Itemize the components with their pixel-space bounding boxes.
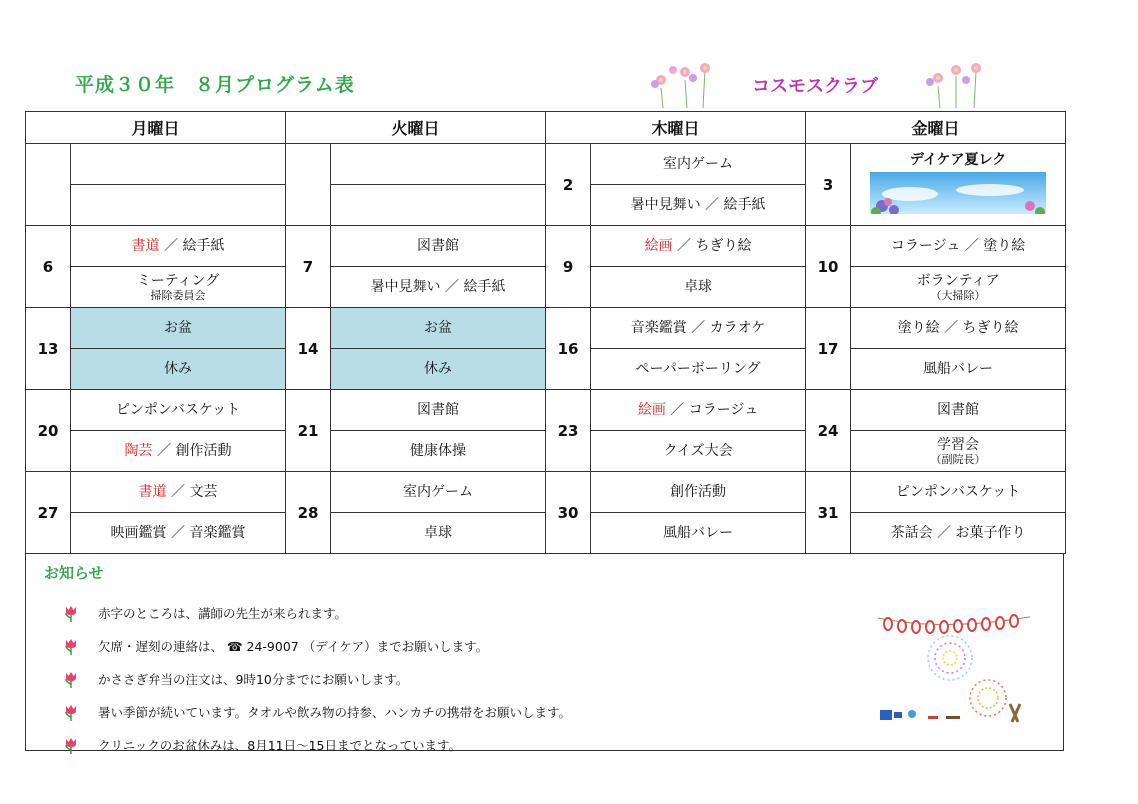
activity-cell xyxy=(591,267,806,308)
activity-text: お盆 xyxy=(164,320,192,336)
notice-item xyxy=(62,728,571,761)
activity-note: 掃除委員会 xyxy=(150,288,206,302)
activity-text: 創作活動 xyxy=(670,484,727,500)
notice-item xyxy=(62,596,571,629)
notice-item xyxy=(62,662,571,695)
activity-text: 図書館 xyxy=(417,402,460,418)
activity-cell xyxy=(851,349,1066,390)
activity-text: 休み xyxy=(164,361,192,377)
weekday-monday: 月曜日 xyxy=(26,112,286,144)
page-title: 平成３０年 ８月プログラム表 xyxy=(75,74,355,96)
activity-text: 暑中見舞い ／ 絵手紙 xyxy=(370,279,506,295)
activity-cell xyxy=(331,390,546,431)
weekday-tuesday: 火曜日 xyxy=(286,112,546,144)
date-cell: 6 xyxy=(26,226,71,308)
tulip-icon xyxy=(62,637,80,655)
activity-text: 茶話会 ／ お菓子作り xyxy=(890,525,1026,541)
notice-text: 欠席・遅刻の連絡は、 ☎ 24-9007 （デイケア）までお願いします。 xyxy=(98,638,489,654)
activity-text: 学習会 xyxy=(937,436,980,453)
activity-cell xyxy=(71,226,286,267)
activity-cell xyxy=(71,349,286,390)
activity-text: 図書館 xyxy=(417,238,460,254)
date-cell: 28 xyxy=(286,472,331,554)
activity-cell xyxy=(71,390,286,431)
notice-text: クリニックのお盆休みは、8月11日～15日までとなっています。 xyxy=(98,737,462,753)
festival-illustration xyxy=(850,610,1030,732)
activity-cell xyxy=(71,185,286,226)
activity-cell xyxy=(591,513,806,554)
date-cell: 3 xyxy=(806,144,851,226)
date-cell: 24 xyxy=(806,390,851,472)
activity-text: ／ 創作活動 xyxy=(152,443,232,459)
weekday-header-row xyxy=(26,112,1066,144)
activity-cell xyxy=(851,513,1066,554)
activity-text: 健康体操 xyxy=(410,443,467,459)
activity-cell xyxy=(591,308,806,349)
notice-text: 赤字のところは、講師の先生が来られます。 xyxy=(98,605,348,621)
cosmos-flower-icon xyxy=(920,58,992,108)
date-cell: 27 xyxy=(26,472,71,554)
date-cell: 9 xyxy=(546,226,591,308)
activity-cell xyxy=(71,513,286,554)
activity-text: コラージュ ／ 塗り絵 xyxy=(890,238,1026,254)
activity-text: ピンポンバスケット xyxy=(895,484,1021,500)
cosmos-flower-icon xyxy=(645,58,717,108)
activity-text: ボランティア xyxy=(916,272,1000,289)
date-cell: 16 xyxy=(546,308,591,390)
activity-text: ピンポンバスケット xyxy=(115,402,241,418)
date-cell: 23 xyxy=(546,390,591,472)
instructor-activity: 書道 xyxy=(138,484,167,500)
activity-cell xyxy=(851,390,1066,431)
activity-text: お盆 xyxy=(424,320,453,336)
activity-text: 卓球 xyxy=(684,279,713,295)
activity-cell xyxy=(851,226,1066,267)
notice-item xyxy=(62,695,571,728)
club-name: コスモスクラブ xyxy=(752,76,878,97)
activity-cell xyxy=(71,308,286,349)
activity-text: 音楽鑑賞 ／ カラオケ xyxy=(630,320,766,336)
activity-text: ペーパーボーリング xyxy=(635,361,761,377)
tulip-icon xyxy=(62,604,80,622)
notice-item xyxy=(62,629,571,662)
activity-text: ／ 絵手紙 xyxy=(159,238,225,254)
activity-text: ／ 文芸 xyxy=(166,484,218,500)
activity-text: 暑中見舞い ／ 絵手紙 xyxy=(630,197,766,213)
activity-cell xyxy=(851,267,1066,308)
notice-text: 暑い季節が続いています。タオルや飲み物の持参、ハンカチの携帯をお願いします。 xyxy=(98,704,572,720)
activity-cell xyxy=(591,349,806,390)
activity-text: ／ コラージュ xyxy=(665,402,759,418)
program-calendar xyxy=(25,111,1066,554)
week-row xyxy=(26,308,1066,349)
activity-text: デイケア夏レク xyxy=(909,151,1007,168)
activity-cell xyxy=(331,431,546,472)
activity-cell xyxy=(331,185,546,226)
activity-text: 室内ゲーム xyxy=(403,484,474,500)
date-cell: 21 xyxy=(286,390,331,472)
weekday-friday: 金曜日 xyxy=(806,112,1066,144)
activity-cell xyxy=(591,185,806,226)
activity-text: 風船バレー xyxy=(923,361,994,377)
activity-text: ／ ちぎり絵 xyxy=(672,238,752,254)
activity-text: 休み xyxy=(424,361,453,377)
activity-cell xyxy=(591,472,806,513)
activity-cell xyxy=(851,308,1066,349)
activity-cell xyxy=(851,431,1066,472)
summer-sky-image xyxy=(870,172,1046,214)
notice-list xyxy=(62,596,571,761)
activity-cell xyxy=(851,472,1066,513)
activity-note: （副院長） xyxy=(930,452,986,466)
notice-text: かささぎ弁当の注文は、9時10分までにお願いします。 xyxy=(98,671,409,687)
activity-note: （大掃除） xyxy=(930,288,986,302)
activity-cell xyxy=(331,226,546,267)
date-cell: 30 xyxy=(546,472,591,554)
activity-text: 塗り絵 ／ ちぎり絵 xyxy=(897,320,1019,336)
activity-cell xyxy=(591,144,806,185)
activity-cell xyxy=(71,267,286,308)
activity-cell xyxy=(591,431,806,472)
activity-text: 図書館 xyxy=(937,402,980,418)
week-row xyxy=(26,390,1066,431)
notice-title: お知らせ xyxy=(44,564,104,582)
date-cell xyxy=(286,144,331,226)
activity-cell xyxy=(331,308,546,349)
activity-cell xyxy=(331,513,546,554)
date-cell: 17 xyxy=(806,308,851,390)
date-cell: 2 xyxy=(546,144,591,226)
date-cell xyxy=(26,144,71,226)
instructor-activity: 絵画 xyxy=(637,402,666,418)
activity-text: 風船バレー xyxy=(663,525,734,541)
date-cell: 7 xyxy=(286,226,331,308)
tulip-icon xyxy=(62,670,80,688)
week-row xyxy=(26,472,1066,513)
date-cell: 13 xyxy=(26,308,71,390)
date-cell: 31 xyxy=(806,472,851,554)
instructor-activity: 陶芸 xyxy=(124,443,153,459)
activity-text: 卓球 xyxy=(424,525,453,541)
activity-cell xyxy=(71,144,286,185)
activity-cell xyxy=(591,390,806,431)
activity-text: 室内ゲーム xyxy=(663,156,734,172)
activity-cell xyxy=(331,267,546,308)
instructor-activity: 書道 xyxy=(131,238,160,254)
date-cell: 10 xyxy=(806,226,851,308)
activity-cell xyxy=(71,472,286,513)
instructor-activity: 絵画 xyxy=(644,238,673,254)
activity-cell xyxy=(591,226,806,267)
week-row xyxy=(26,226,1066,267)
activity-cell xyxy=(331,144,546,185)
activity-cell xyxy=(331,349,546,390)
tulip-icon xyxy=(62,703,80,721)
activity-text: クイズ大会 xyxy=(663,443,733,459)
activity-cell xyxy=(851,144,1066,226)
tulip-icon xyxy=(62,736,80,754)
activity-text: 映画鑑賞 ／ 音楽鑑賞 xyxy=(110,525,246,541)
week-row xyxy=(26,144,1066,185)
activity-cell xyxy=(71,431,286,472)
activity-text: ミーティング xyxy=(136,272,220,289)
date-cell: 20 xyxy=(26,390,71,472)
activity-cell xyxy=(331,472,546,513)
date-cell: 14 xyxy=(286,308,331,390)
weekday-thursday: 木曜日 xyxy=(546,112,806,144)
